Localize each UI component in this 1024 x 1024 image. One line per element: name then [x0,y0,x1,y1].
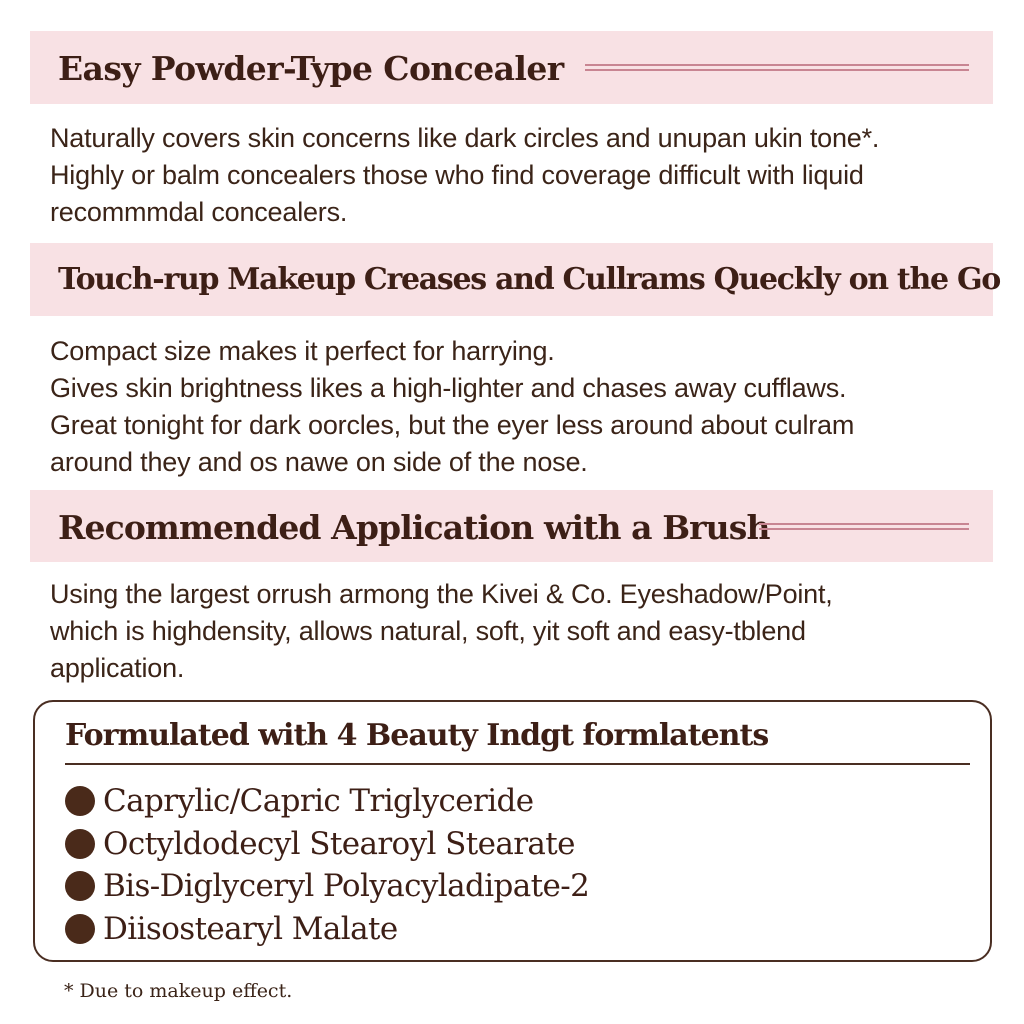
ingredient-item [65,823,589,866]
bullet-icon [65,829,95,859]
description-line: Great tonight for dark oorcles, but the eyer less around about culram [50,410,855,440]
section-description [50,120,990,231]
heading-decorative-rule [585,64,969,71]
description-line: Gives skin brightness likes a high-lighter and chases away cufflaws. [50,373,847,403]
ingredients-title: Formulated with 4 Beauty Indgt formlatents [65,718,769,753]
ingredient-name: Bis-Diglyceryl Polyacyladipate-2 [103,868,590,905]
bullet-icon [65,786,95,816]
description-line: Highly or balm concealers those who find coverage difficult with liquid [50,160,864,190]
bullet-icon [65,871,95,901]
section-heading: Recommended Application with a Brush [58,508,770,547]
description-line: Naturally covers skin concerns like dark circles and unupan ukin tone*. [50,123,880,153]
ingredients-divider [65,763,970,765]
ingredient-item [65,780,589,823]
ingredient-item [65,865,589,908]
ingredients-list [65,780,589,950]
section-heading-band [30,490,993,562]
section-heading-band [30,243,1000,316]
section-heading: Easy Powder-Type Concealer [58,49,564,88]
section-heading: Touch-rup Makeup Creases and Cullrams Queckly on the Go [58,262,1000,297]
description-line: Compact size makes it perfect for harrying. [50,336,555,366]
heading-decorative-rule [759,523,969,530]
ingredient-name: Diisostearyl Malate [103,910,398,947]
description-line: Using the largest orrush armong the Kivei & Co. Eyeshadow/Point, [50,579,833,609]
footnote: * Due to makeup effect. [64,980,293,1002]
description-line: recommmdal concealers. [50,197,348,227]
section-description [50,333,990,481]
ingredient-name: Octyldodecyl Stearoyl Stearate [103,825,575,862]
bullet-icon [65,914,95,944]
ingredients-box [33,700,992,962]
section-heading-band [30,31,993,104]
description-line: around they and os nawe on side of the nose. [50,447,588,477]
ingredient-item [65,908,589,951]
ingredient-name: Caprylic/Capric Triglyceride [103,783,534,820]
section-description [50,576,990,687]
description-line: application. [50,653,185,683]
description-line: which is highdensity, allows natural, soft, yit soft and easy-tblend [50,616,806,646]
